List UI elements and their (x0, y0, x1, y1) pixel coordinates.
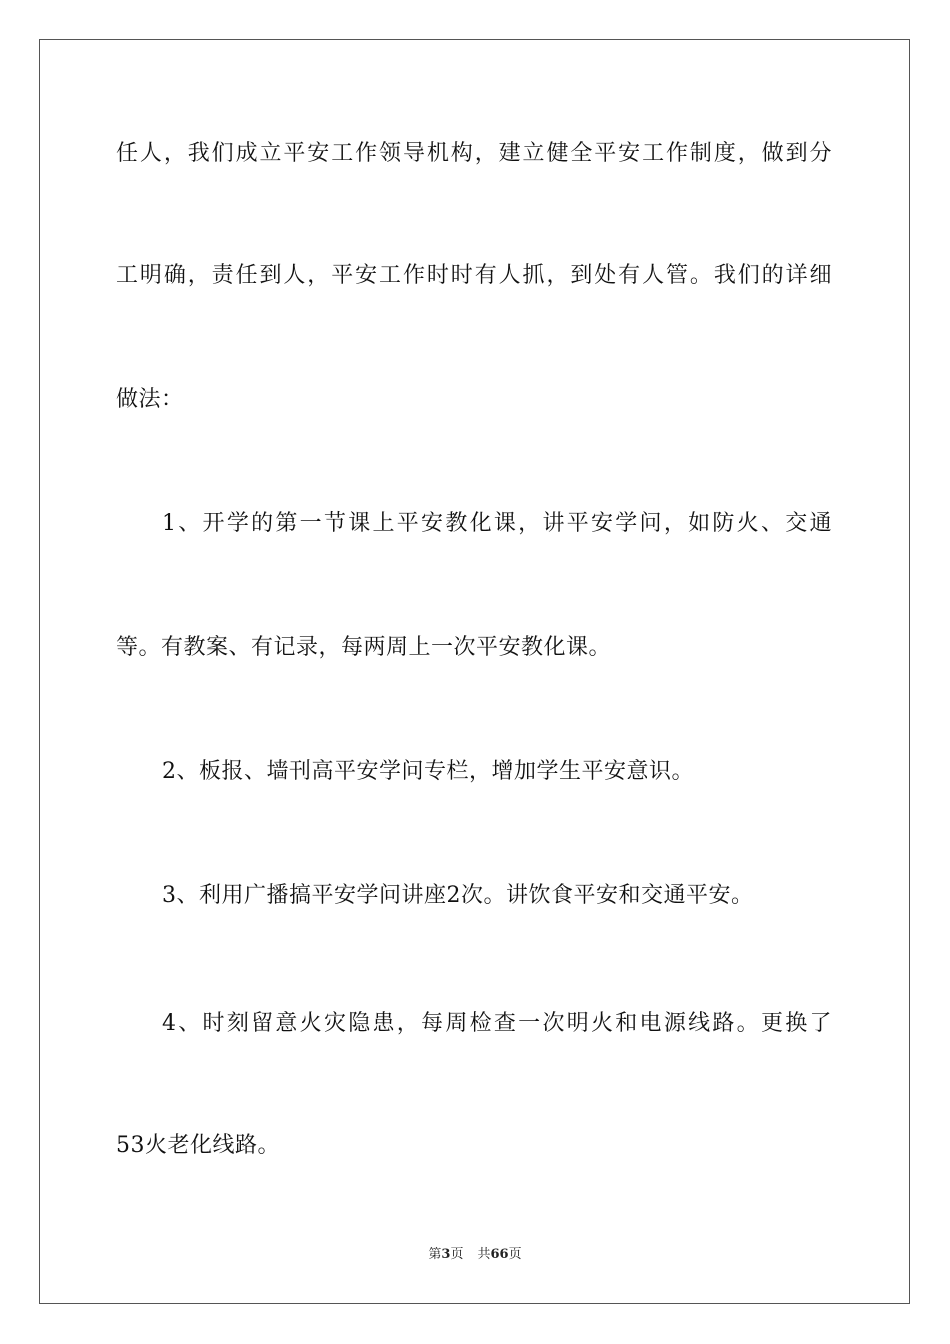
paragraph-line: 工明确，责任到人，平安工作时时有人抓，到处有人管。我们的详细 (116, 263, 832, 288)
list-item-3: 3、利用广播搞平安学问讲座2次。讲饮食平安和交通平安。 (162, 883, 754, 908)
footer-total-pages: 66 (490, 1247, 509, 1262)
list-item-2: 2、板报、墙刊高平安学问专栏，增加学生平安意识。 (162, 759, 694, 784)
page-footer (0, 1246, 950, 1264)
footer-page-suffix: 页 (450, 1247, 464, 1262)
footer-total-suffix: 页 (508, 1247, 522, 1262)
paragraph-line: 等。有教案、有记录，每两周上一次平安教化课。 (116, 635, 612, 660)
page-frame (39, 39, 910, 1304)
paragraph-line: 任人，我们成立平安工作领导机构，建立健全平安工作制度，做到分 (116, 141, 832, 166)
footer-page-number: 3 (441, 1247, 451, 1262)
paragraph-line: 53火老化线路。 (116, 1133, 280, 1158)
paragraph-line: 做法： (116, 387, 184, 412)
list-item-1: 1、开学的第一节课上平安教化课，讲平安学问，如防火、交通 (162, 511, 832, 536)
footer-page-prefix: 第 (428, 1247, 442, 1262)
list-item-4: 4、时刻留意火灾隐患，每周检查一次明火和电源线路。更换了 (162, 1011, 832, 1036)
footer-total-prefix: 共 (477, 1247, 491, 1262)
